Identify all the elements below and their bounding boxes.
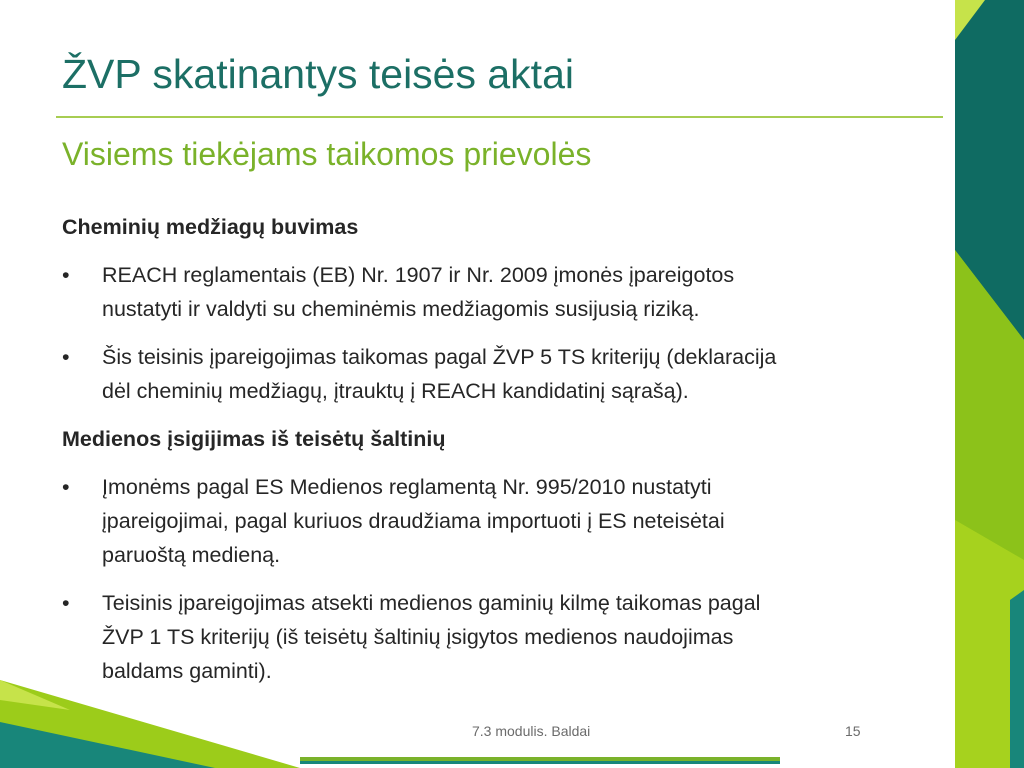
section-list-timber (62, 470, 922, 688)
bullet-text: Teisinis įpareigojimas atsekti medienos gaminių kilmę taikomas pagal ŽVP 1 TS kriterijų (iš teisėtų šaltinių įsigytos medienos naudojimas baldams gaminti). (102, 591, 761, 683)
slide-title: ŽVP skatinantys teisės aktai (62, 51, 574, 97)
section-list-chemicals (62, 258, 922, 408)
footer-module-label: 7.3 modulis. Baldai (472, 723, 591, 739)
list-item (62, 470, 922, 572)
bullet-text: Šis teisinis įpareigojimas taikomas pagal ŽVP 5 TS kriterijų (deklaracija dėl cheminių medžiagų, įtrauktų į REACH kandidatinį sąrašą). (102, 345, 777, 403)
bullet-text: Įmonėms pagal ES Medienos reglamentą Nr. 995/2010 nustatyti įpareigojimai, pagal kuriuos draudžiama importuoti į ES neteisėtai paruoštą medieną. (102, 475, 725, 567)
list-item (62, 258, 922, 326)
title-divider (56, 116, 943, 118)
right-band-teal-strip (1010, 590, 1024, 768)
slide-content (62, 210, 922, 702)
section-heading-chemicals: Cheminių medžiagų buvimas (62, 215, 359, 239)
bullet-icon: • (62, 263, 70, 287)
bullet-text: REACH reglamentais (EB) Nr. 1907 ir Nr. 2009 įmonės įpareigotos nustatyti ir valdyti su cheminėmis medžiagomis susijusią riziką. (102, 263, 735, 321)
bottom-bar-teal (300, 761, 780, 764)
list-item (62, 586, 922, 688)
section-heading-timber: Medienos įsigijimas iš teisėtų šaltinių (62, 427, 446, 451)
footer-page-number: 15 (845, 723, 861, 739)
bullet-icon: • (62, 475, 70, 499)
bullet-icon: • (62, 591, 70, 615)
bottom-bar-green (300, 757, 780, 761)
bullet-icon: • (62, 345, 70, 369)
list-item (62, 340, 922, 408)
slide-subtitle: Visiems tiekėjams taikomos prievolės (62, 136, 592, 172)
